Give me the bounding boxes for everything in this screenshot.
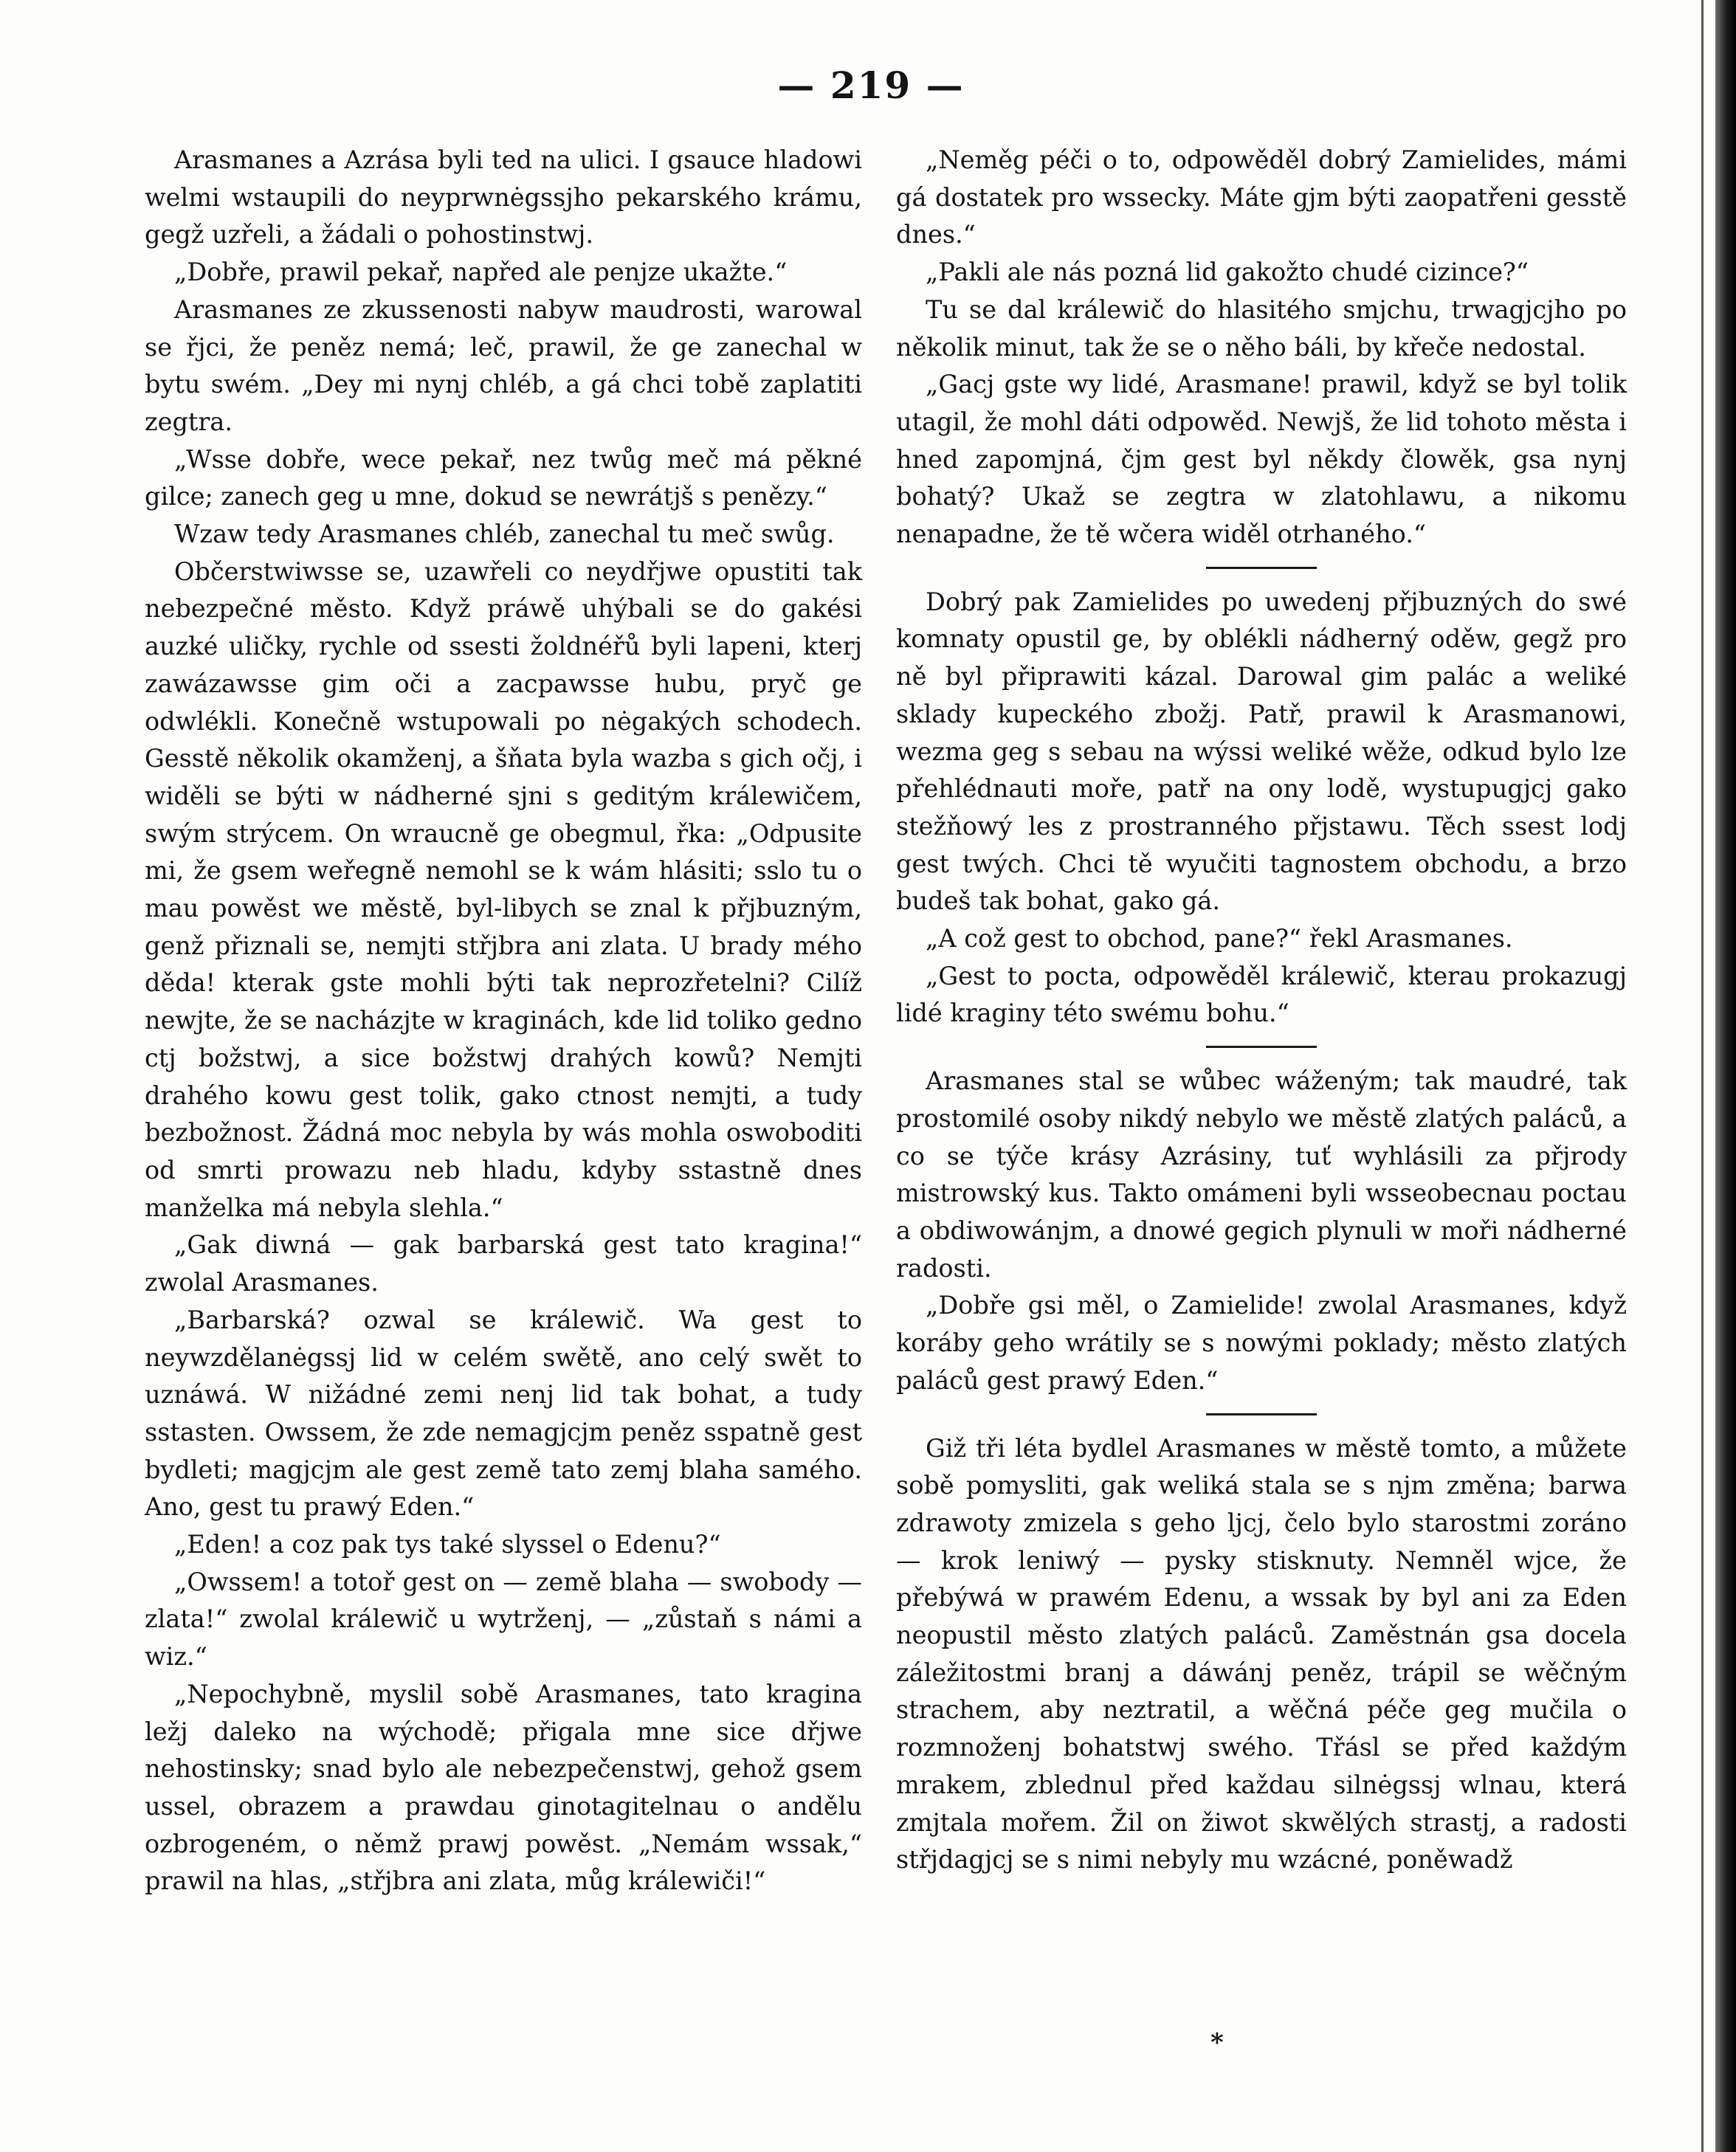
paragraph: Dobrý pak Zamielides po uwedenj přjbuzných do swé komnaty opustil ge, by oblékli nádherný oděw, gegž pro ně byl připrawiti kázal. Darowal gim palác a weliké sklady kupeckého zbožj. Patř, prawil k Arasmanowi, wezma geg s sebau na wýssi weliké wěže, odkud bylo lze přehlédnauti moře, patř na ony lodě, wystupugjcj gako stežňowý les z prostranného přjstawu. Těch ssest lodj gest twých. Chci tě wyučiti tagnostem obchodu, a brzo budeš tak bohat, gako gá.: [896, 587, 1627, 916]
paragraph: „Pakli ale nás pozná lid gakožto chudé cizince?“: [926, 258, 1529, 287]
paragraph: „Neměg péči o to, odpowěděl dobrý Zamielides, mámi gá dostatek pro wssecky. Máte gjm býti zaopatřeni gesstě dnes.“: [896, 145, 1627, 249]
paragraph: „Owssem! a totoř gest on — země blaha — swobody — zlata!“ zwolal králewič u wytrženj, — „zůstaň s námi a wiz.“: [145, 1567, 862, 1672]
paragraph: Arasmanes stal se wůbec wáženým; tak maudré, tak prostomilé osoby nikdý nebylo we městě zlatých paláců, a co se týče krásy Azrásiny, tuť wyhlásili za přjrody mistrowský kus. Takto omámeni byli wsseobecnau poctau a obdiwowánjm, a dnowé gegich plynuli w moři nádherné radosti.: [896, 1066, 1627, 1283]
paragraph: „A což gest to obchod, pane?“ řekl Arasmanes.: [926, 924, 1513, 953]
paragraph: „Dobře, prawil pekař, napřed ale penjze ukažte.“: [174, 258, 788, 287]
paragraph: „Gest to pocta, odpowěděl králewič, kterau prokazugj lidé kraginy této swému bohu.“: [896, 961, 1627, 1028]
left-column: [145, 142, 862, 1900]
page-edge-line: [1701, 0, 1704, 2152]
paragraph: Wzaw tedy Arasmanes chléb, zanechal tu meč swůg.: [174, 520, 835, 549]
paragraph: „Eden! a coz pak tys také slyssel o Edenu?“: [174, 1530, 721, 1559]
section-divider: [1206, 1413, 1317, 1415]
book-spine-shadow: [1715, 0, 1736, 2152]
paragraph: Tu se dal králewič do hlasitého smjchu, trwagjcjho po několik minut, tak že se o něho báli, by křeče nedostal.: [896, 294, 1627, 362]
paragraph: „Gacj gste wy lidé, Arasmane! prawil, když se byl tolik utagil, že mohl dáti odpowěd. Newjš, že lid tohoto města i hned zapomjná, čjm gest byl někdy člowěk, gsa nynj bohatý? Ukaž se zegtra w zlatohlawu, a nikomu nenapadne, že tě wčera widěl otrhaného.“: [896, 370, 1627, 549]
paragraph: Giž tři léta bydlel Arasmanes w městě tomto, a můžete sobě pomysliti, gak weliká stala se s njm změna; barwa zdrawoty zmizela s geho ljcj, čelo bylo starostmi zoráno — krok leniwý — pysky stisknuty. Nemněl wjce, že přebýwá w prawém Edenu, a wssak by byl ani za Eden neopustil město zlatých paláců. Zaměstnán gsa docela záležitostmi branj a dáwánj peněz, trápil se wěčným strachem, aby neztratil, a wěčná péče geg mučila o rozmnoženj bohatstwj swého. Třásl se před každým mrakem, zblednul před každau silnėgssj wlnau, která zmjtala mořem. Žil on žiwot skwělých strastj, a radosti střjdagjcj se s nimi nebyly mu wzácné, poněwadž: [896, 1433, 1627, 1875]
signature-mark: *: [1210, 2028, 1224, 2058]
paragraph: „Barbarská? ozwal se králewič. Wa gest to neywzdělanėgssj lid w celém swětě, ano celý swět to uznáwá. W nižádné zemi nenj lid tak bohat, a tudy sstasten. Owssem, že zde nemagjcjm peněz sspatně gest bydleti; magjcjm ale gest země tato zemj blaha samého. Ano, gest tu prawý Eden.“: [145, 1305, 862, 1522]
page-number: — 219 —: [777, 63, 965, 107]
paragraph: „Gak diwná — gak barbarská gest tato kragina!“ zwolal Arasmanes.: [145, 1230, 862, 1297]
paragraph: „Nepochybně, myslil sobě Arasmanes, tato kragina ležj daleko na wýchodě; přigala mne sice dřjwe nehostinsky; snad bylo ale nebezpečenstwj, gehož gsem ussel, obrazem a prawdau ginotagitelnau o andělu ozbrogeném, o němž prawj powěst. „Nemám wssak,“ prawil na hlas, „střjbra ani zlata, můg králewiči!“: [145, 1679, 862, 1896]
right-column: [896, 142, 1627, 1879]
paragraph: Arasmanes a Azrása byli ted na ulici. I gsauce hladowi welmi wstaupili do neyprwnėgssjho pekarského krámu, gegž uzřeli, a žádali o pohostinstwj.: [145, 145, 862, 249]
section-divider: [1206, 567, 1317, 569]
paragraph: „Wsse dobře, wece pekař, nez twůg meč má pěkné gilce; zanech geg u mne, dokud se newrátjš s penězy.“: [145, 444, 862, 511]
paragraph: Arasmanes ze zkussenosti nabyw maudrosti, warowal se řjci, že peněz nemá; leč, prawil, že ge zanechal w bytu swém. „Dey mi nynj chléb, a gá chci tobě zaplatiti zegtra.: [145, 294, 862, 436]
paragraph: „Dobře gsi měl, o Zamielide! zwolal Arasmanes, když koráby geho wrátily se s nowými poklady; město zlatých paláců gest prawý Eden.“: [896, 1291, 1627, 1395]
paragraph: Občerstwiwsse se, uzawřeli co neydřjwe opustiti tak nebezpečné město. Když práwě uhýbali se do gakési auzké uličky, rychle od ssesti žoldnéřů byli lapeni, kterj zawázawsse gim oči a zacpawsse hubu, pryč ge odwlékli. Konečně wstupowali po nėgakých schodech. Gesstě několik okamženj, a šňata byla wazba s gich očj, i widěli se býti w nádherné sjni s geditým králewičem, swým strýcem. On wraucně ge obegmul, řka: „Odpusite mi, že gsem weřegně nemohl se k wám hlásiti; sslo tu o mau powěst we městě, byl-libych se znal k přjbuzným, genž přiznali se, nemjti střjbra ani zlata. U brady mého děda! kterak gste mohli býti tak neprozřetelni? Cilíž newjte, že se nacházjte w kraginách, kde lid toliko gedno ctj božstwj, a sice božstwj drahých kowů? Nemjti drahého kowu gest tolik, gako ctnost nemjti, a tudy bezbožnost. Žádná moc nebyla by wás mohla oswoboditi od smrti prowazu neb hladu, kdyby sstastně dnes manželka má nebyla slehla.“: [145, 556, 862, 1222]
section-divider: [1206, 1046, 1317, 1048]
